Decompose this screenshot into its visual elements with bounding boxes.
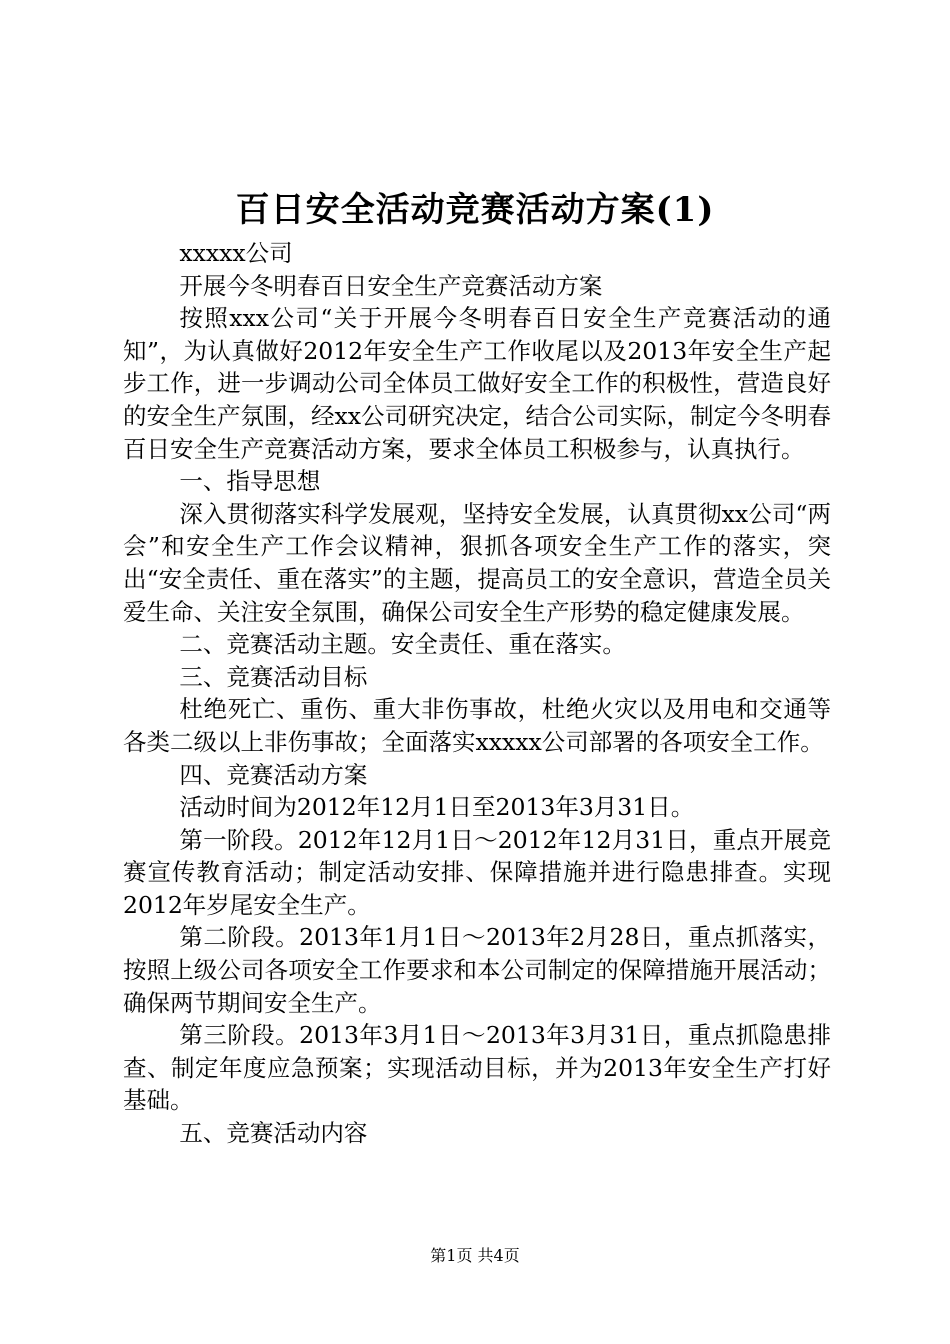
heading-plan: 四、竞赛活动方案 <box>179 760 368 789</box>
document-title: 百日安全活动竞赛活动方案(1) <box>235 190 715 230</box>
paragraph-phase-three: 第三阶段。2013年3月1日～2013年3月31日，重点抓隐患排查、制定年度应急预案；实现活动目标，并为2013年安全生产打好基础。 <box>123 1021 831 1115</box>
heading-theme: 二、竞赛活动主题。安全责任、重在落实。 <box>179 630 626 659</box>
page-footer: 第1页 共4页 <box>430 1246 520 1265</box>
document-body <box>123 237 831 1150</box>
paragraph-company: xxxxx公司 <box>179 239 293 267</box>
paragraph-intro: 按照xxx公司“关于开展今冬明春百日安全生产竞赛活动的通知”，为认真做好2012年安全生产工作收尾以及2013年安全生产起步工作，进一步调动公司全体员工做好安全工作的积极性，营造良好的安全生产氛围，经xx公司研究决定，结合公司实际，制定今冬明春百日安全生产竞赛活动方案，要求全体员工积极参与，认真执行。 <box>123 304 832 463</box>
heading-goal: 三、竞赛活动目标 <box>179 662 368 691</box>
paragraph-goal: 杜绝死亡、重伤、重大非伤事故，杜绝火灾以及用电和交通等各类二级以上非伤事故；全面落实xxxxx公司部署的各项安全工作。 <box>123 695 831 756</box>
paragraph-phase-one: 第一阶段。2012年12月1日～2012年12月31日，重点开展竞赛宣传教育活动；制定活动安排、保障措施并进行隐患排查。实现2012年岁尾安全生产。 <box>123 825 831 919</box>
heading-content: 五、竞赛活动内容 <box>179 1119 368 1148</box>
paragraph-subtitle: 开展今冬明春百日安全生产竞赛活动方案 <box>179 271 603 300</box>
paragraph-guiding-thought: 深入贯彻落实科学发展观，坚持安全发展，认真贯彻xx公司“两会”和安全生产工作会议精神，狠抓各项安全生产工作的落实，突出“安全责任、重在落实”的主题，提高员工的安全意识，营造全员关爱生命、关注安全氛围，确保公司安全生产形势的稳定健康发展。 <box>123 499 831 626</box>
paragraph-duration: 活动时间为2012年12月1日至2013年3月31日。 <box>179 793 695 822</box>
paragraph-phase-two: 第二阶段。2013年1月1日～2013年2月28日，重点抓落实，按照上级公司各项安全工作要求和本公司制定的保障措施开展活动；确保两节期间安全生产。 <box>123 923 831 1017</box>
heading-guiding-thought: 一、指导思想 <box>179 467 321 496</box>
